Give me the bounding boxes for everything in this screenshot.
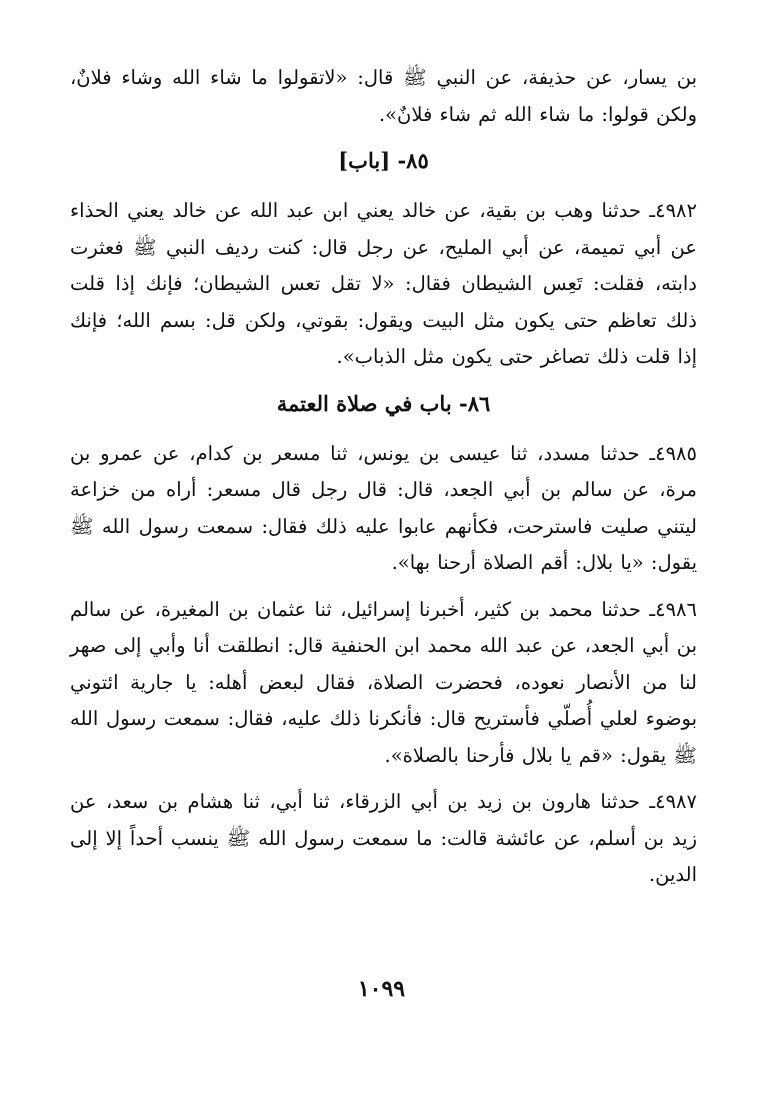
chapter-heading-85: ٨٥- [باب] (338, 148, 429, 173)
paragraph-continuation: بن يسار، عن حذيفة، عن النبي ﷺ قال: «لاتقولوا ما شاء الله وشاء فلانٌ، ولكن قولوا: ما شاء الله ثم شاء فلانٌ». (70, 66, 697, 126)
chapter-heading-86: ٨٦- باب في صلاة العتمة (276, 390, 491, 416)
page-number: ١٠٩٩ (357, 976, 406, 1002)
page-body (70, 60, 697, 904)
hadith-4987: ٤٩٨٧ـ حدثنا هارون بن زيد بن أبي الزرقاء، ثنا أبي، ثنا هشام بن سعد، عن زيد بن أسلم، عن عائشة قالت: ما سمعت رسول الله ﷺ ينسب أحداً إلا إلى الدين. (70, 790, 697, 886)
hadith-4986: ٤٩٨٦ـ حدثنا محمد بن كثير، أخبرنا إسرائيل، ثنا عثمان بن المغيرة، عن سالم بن أبي الجعد، عن عبد الله محمد ابن الحنفية قال: انطلقت أنا وأبي إلى صهر لنا من الأنصار نعوده، فحضرت الصلاة، فقال لبعض أهله: يا جارية ائتوني بوضوء لعلي أُصلّي فأستريح قال: فأنكرنا ذلك عليه، فقال: سمعت رسول الله ﷺ يقول: «قم يا بلال فأرحنا بالصلاة». (70, 597, 697, 767)
hadith-4985: ٤٩٨٥ـ حدثنا مسدد، ثنا عيسى بن يونس، ثنا مسعر بن كدام، عن عمرو بن مرة، عن سالم بن أبي الجعد، قال: قال رجل قال مسعر: أراه من خزاعة ليتني صليت فاسترحت، فكأنهم عابوا عليه ذلك فقال: سمعت رسول الله ﷺ يقول: «يا بلال: أقم الصلاة أرحنا بها». (70, 441, 697, 574)
hadith-4982: ٤٩٨٢ـ حدثنا وهب بن بقية، عن خالد يعني ابن عبد الله عن خالد يعني الحذاء عن أبي تميمة، عن أبي المليح، عن رجل قال: كنت رديف النبي ﷺ فعثرت دابته، فقلت: تَعِس الشيطان فقال: «لا تقل تعس الشيطان؛ فإنك إذا قلت ذلك تعاظم حتى يكون مثل البيت ويقول: بقوتي، ولكن قل: بسم الله؛ فإنك إذا قلت ذلك تصاغر حتى يكون مثل الذباب». (70, 199, 698, 368)
